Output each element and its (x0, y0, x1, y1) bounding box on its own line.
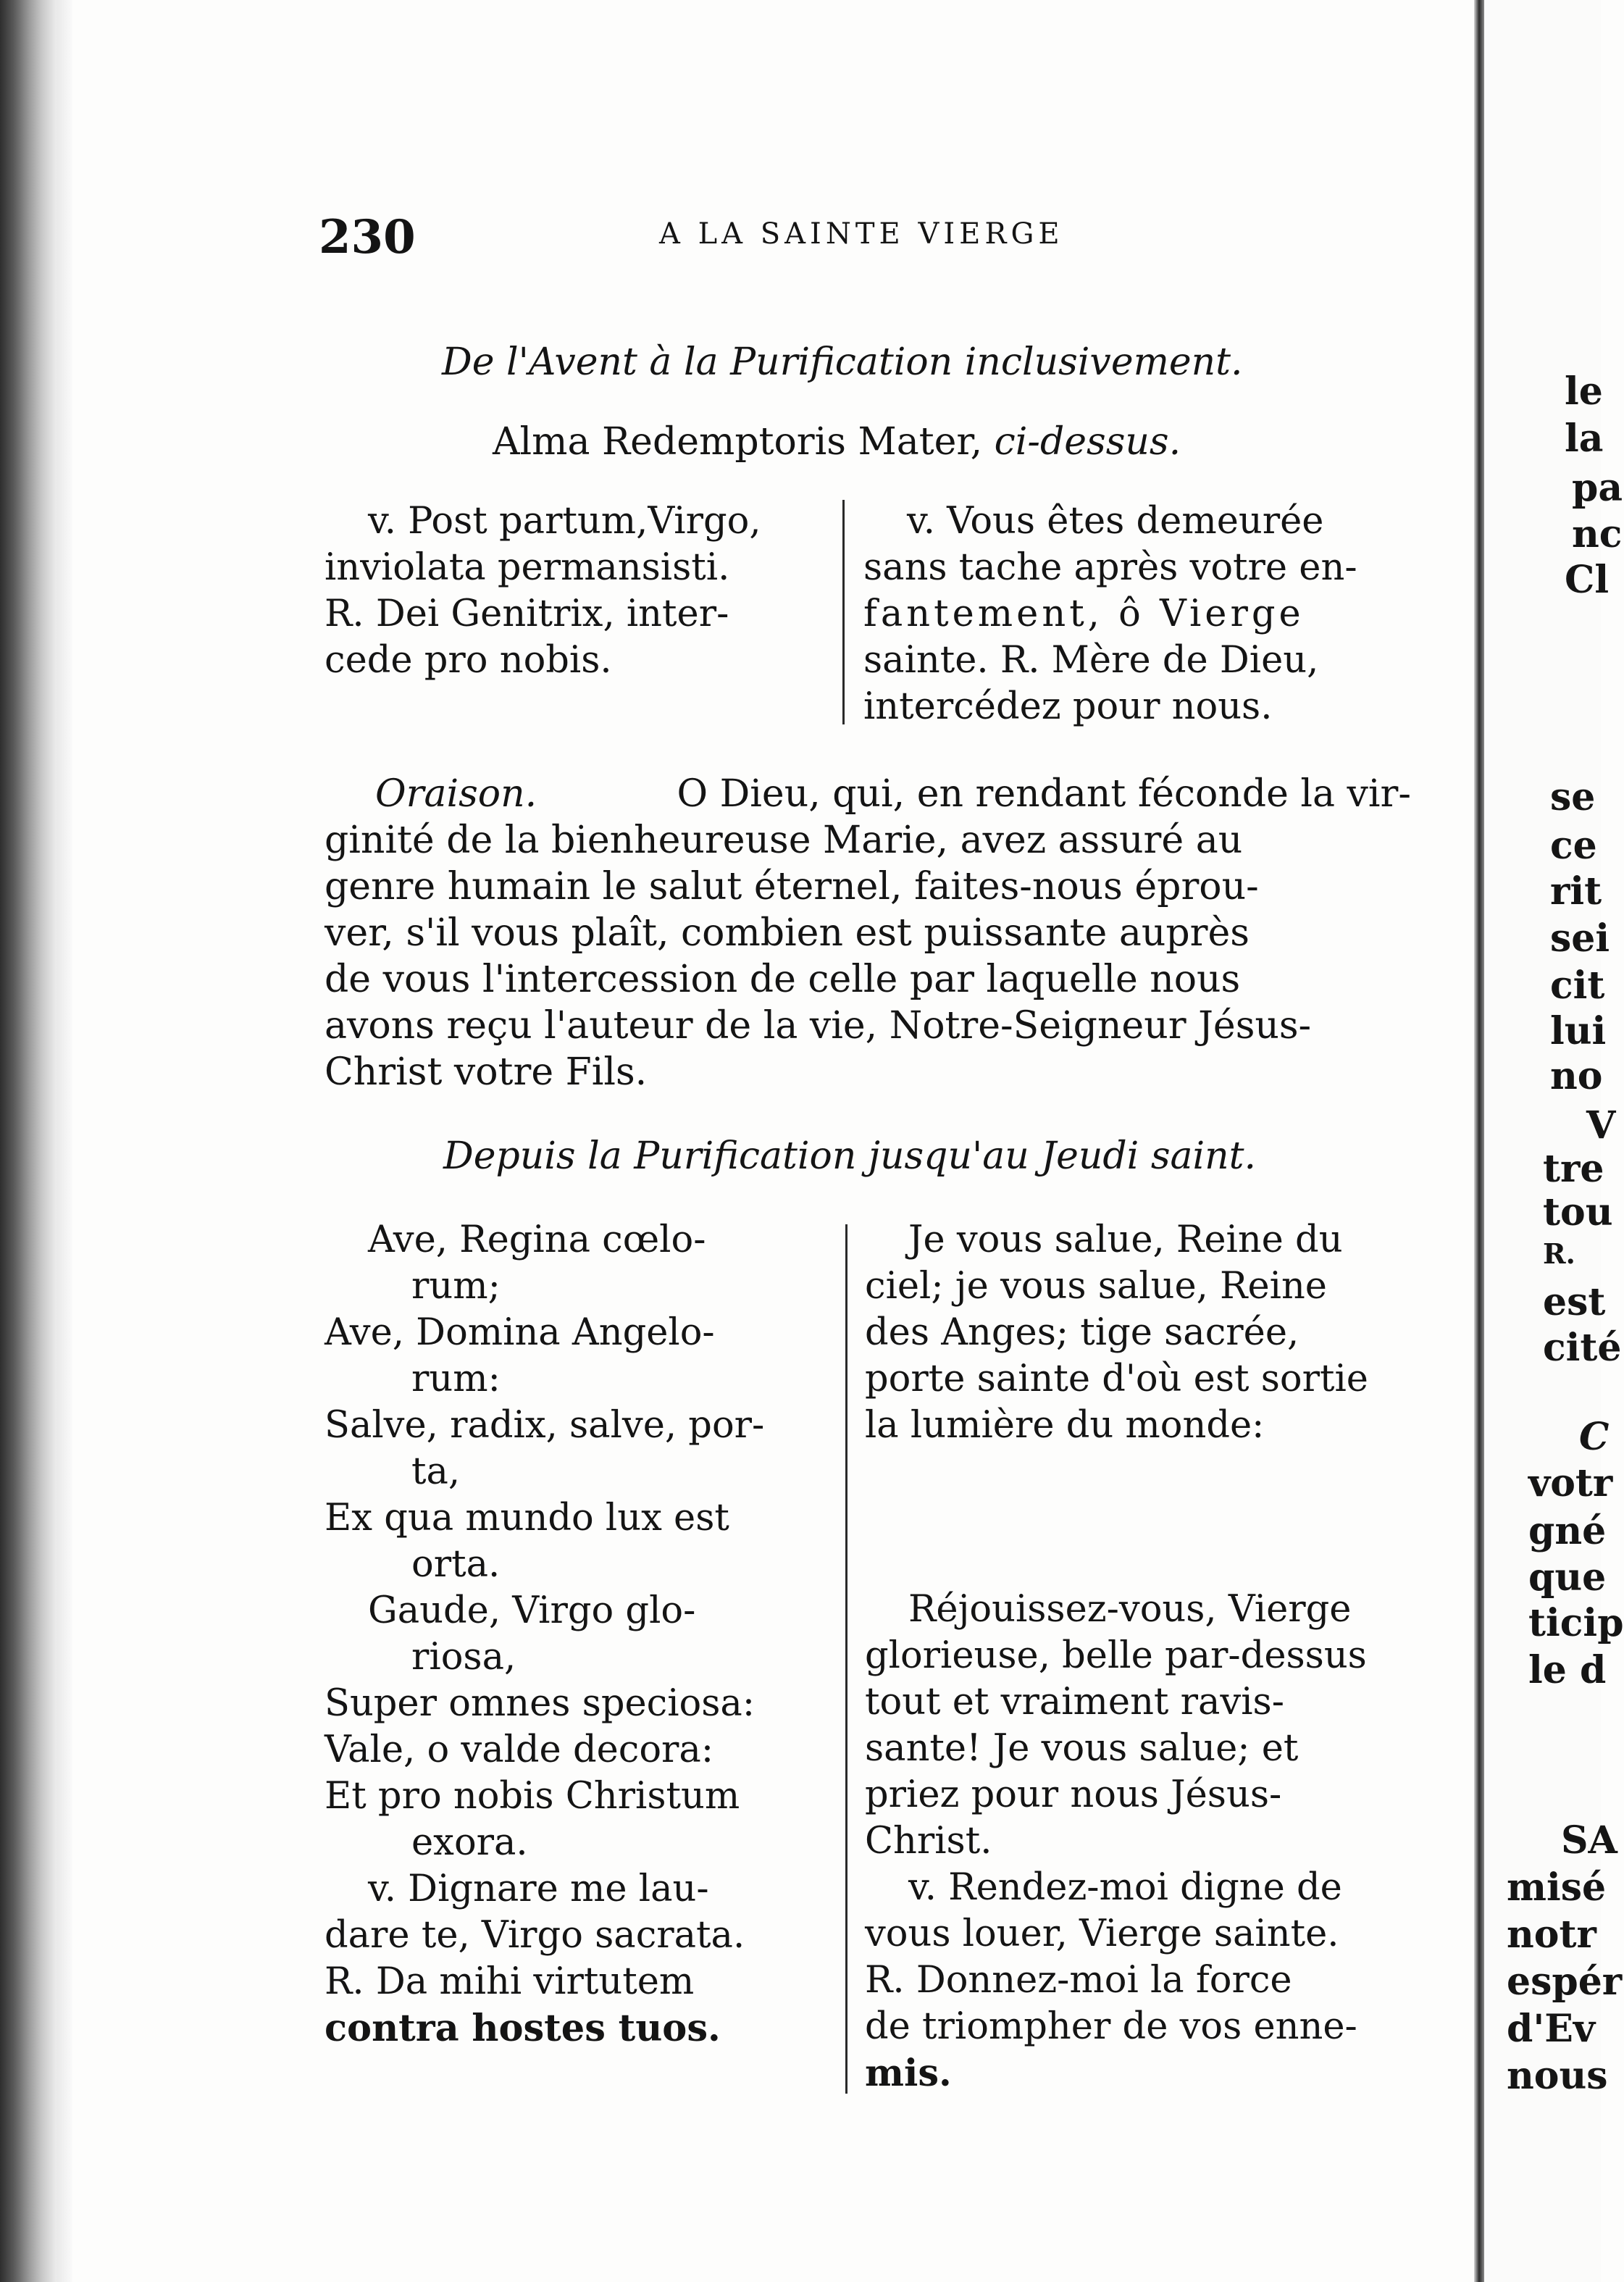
antiphon-title: Alma Redemptoris Mater, (493, 420, 983, 464)
ave-regina-french (865, 1217, 1411, 1449)
book-spine-edge (0, 0, 56, 2282)
latin-line: Et pro nobis Christum (325, 1775, 740, 1818)
facing-page-fragment: R. (1543, 1237, 1575, 1270)
facing-page-fragment: ticip (1528, 1601, 1624, 1645)
latin-line: cede pro nobis. (325, 639, 612, 682)
french-line: Réjouissez-vous, Vierge (908, 1588, 1352, 1631)
facing-page-fragment: Cl (1565, 558, 1610, 602)
facing-page-fragment: sei (1550, 916, 1610, 961)
versicle-latin (325, 498, 832, 684)
latin-line: R. Dei Genitrix, inter- (325, 593, 729, 635)
latin-line: v. Post partum,Virgo, (368, 500, 761, 543)
latin-line: exora. (411, 1821, 528, 1864)
page-gutter (56, 0, 72, 2282)
facing-page-fragment: le (1565, 369, 1603, 414)
facing-page-fragment: cité (1543, 1326, 1622, 1370)
latin-line: Ave, Domina Angelo- (325, 1311, 715, 1354)
latin-line: Gaude, Virgo glo- (368, 1589, 696, 1632)
facing-page-fragment: tre (1543, 1147, 1604, 1191)
french-line: vous louer, Vierge sainte. (865, 1913, 1339, 1955)
latin-line: Vale, o valde decora: (325, 1729, 714, 1771)
french-line: tout et vraiment ravis- (865, 1681, 1284, 1723)
oraison-line: avons reçu l'auteur de la vie, Notre-Seigneur Jésus- (325, 1004, 1312, 1048)
french-line: Je vous salue, Reine du (908, 1219, 1343, 1261)
versicle-french (863, 498, 1411, 730)
facing-page-fragment: que (1528, 1555, 1607, 1600)
latin-line: orta. (411, 1543, 501, 1586)
facing-page-fragment: ce (1550, 824, 1597, 868)
facing-page-fragment: nc (1572, 512, 1623, 556)
facing-page-fragment: pa (1572, 466, 1623, 510)
latin-line: Super omnes speciosa: (325, 1682, 756, 1725)
section-heading-purification: Depuis la Purification jusqu'au Jeudi saint. (443, 1134, 1257, 1178)
column-divider (842, 500, 845, 724)
page-fold (1474, 0, 1484, 2282)
french-line: sans tache après votre en- (863, 546, 1357, 589)
french-line: ciel; je vous salue, Reine (865, 1265, 1327, 1308)
oraison-line: ver, s'il vous plaît, combien est puissante auprès (325, 911, 1250, 955)
french-line: des Anges; tige sacrée, (865, 1311, 1299, 1354)
facing-page-fragment: C (1579, 1415, 1610, 1459)
french-line: Christ. (865, 1820, 992, 1863)
facing-page-fragment: cit (1550, 964, 1605, 1008)
facing-page-fragment: d'Ev (1507, 2007, 1596, 2051)
facing-page-fragment: la (1565, 417, 1604, 461)
french-line: intercédez pour nous. (863, 685, 1273, 728)
french-line: sante! Je vous salue; et (865, 1727, 1299, 1770)
facing-page-fragment: espér (1507, 1960, 1623, 2004)
french-line: mis. (865, 2052, 952, 2095)
oraison-line: Christ votre Fils. (325, 1050, 648, 1094)
oraison-line (325, 771, 1411, 817)
latin-line: R. Da mihi virtutem (325, 1960, 695, 2003)
facing-page-fragment: misé (1507, 1865, 1607, 1910)
french-line: v. Rendez-moi digne de (908, 1866, 1342, 1909)
facing-page-fragment: votr (1528, 1461, 1613, 1505)
facing-page-fragment: rit (1550, 869, 1602, 914)
latin-line: v. Dignare me lau- (368, 1868, 709, 1910)
french-line: sainte. R. Mère de Dieu, (863, 639, 1319, 682)
french-line: porte sainte d'où est sortie (865, 1358, 1368, 1400)
section-heading-advent: De l'Avent à la Purification inclusivement. (442, 340, 1243, 384)
french-line: glorieuse, belle par-dessus (865, 1634, 1367, 1677)
oraison-label: Oraison. (375, 772, 537, 816)
french-line: R. Donnez-moi la force (865, 1959, 1292, 2002)
facing-page-fragment: lui (1550, 1009, 1607, 1053)
column-divider (845, 1224, 847, 2094)
french-line: de triompher de vos enne- (865, 2005, 1357, 2048)
facing-page-fragment: tou (1543, 1190, 1613, 1234)
facing-page-fragment: notr (1507, 1913, 1596, 1957)
facing-page-fragment: no (1550, 1054, 1603, 1098)
antiphon-reference (493, 420, 1181, 464)
french-line: la lumière du monde: (865, 1404, 1265, 1447)
facing-page-fragment: nous (1507, 2054, 1608, 2098)
oraison-text: O Dieu, qui, en rendant féconde la vir- (677, 772, 1411, 816)
oraison-line: genre humain le salut éternel, faites-nous éprou- (325, 865, 1259, 908)
latin-line: rum: (411, 1358, 501, 1400)
oraison-paragraph (325, 771, 1411, 1095)
latin-line: inviolata permansisti. (325, 546, 730, 589)
facing-page-fragment: est (1543, 1280, 1606, 1324)
latin-line: Salve, radix, salve, por- (325, 1404, 765, 1447)
ave-regina-latin (325, 1217, 832, 2052)
latin-line: dare te, Virgo sacrata. (325, 1914, 745, 1957)
facing-page-fragment: V (1586, 1103, 1616, 1148)
french-line: fantement, ô Vierge (863, 593, 1305, 635)
facing-page-fragment: se (1550, 775, 1596, 819)
facing-page-fragment: SA (1561, 1818, 1617, 1863)
page-number: 230 (319, 210, 416, 264)
oraison-line: ginité de la bienheureuse Marie, avez assuré au (325, 819, 1243, 862)
latin-line: contra hostes tuos. (325, 2007, 721, 2050)
latin-line: rum; (411, 1265, 501, 1308)
latin-line: ta, (411, 1450, 461, 1493)
running-title: A LA SAINTE VIERGE (659, 217, 1064, 251)
facing-page-fragment: le d (1528, 1648, 1607, 1692)
french-line: priez pour nous Jésus- (865, 1773, 1282, 1816)
latin-line: riosa, (411, 1636, 516, 1679)
latin-line: Ave, Regina cœlo- (368, 1219, 706, 1261)
oraison-line: de vous l'intercession de celle par laquelle nous (325, 958, 1241, 1001)
latin-line: Ex qua mundo lux est (325, 1497, 729, 1539)
gaude-french (865, 1587, 1411, 2097)
french-line: v. Vous êtes demeurée (907, 500, 1324, 543)
antiphon-ref-note: ci-dessus. (994, 420, 1181, 464)
facing-page-fragment: gné (1528, 1509, 1607, 1553)
